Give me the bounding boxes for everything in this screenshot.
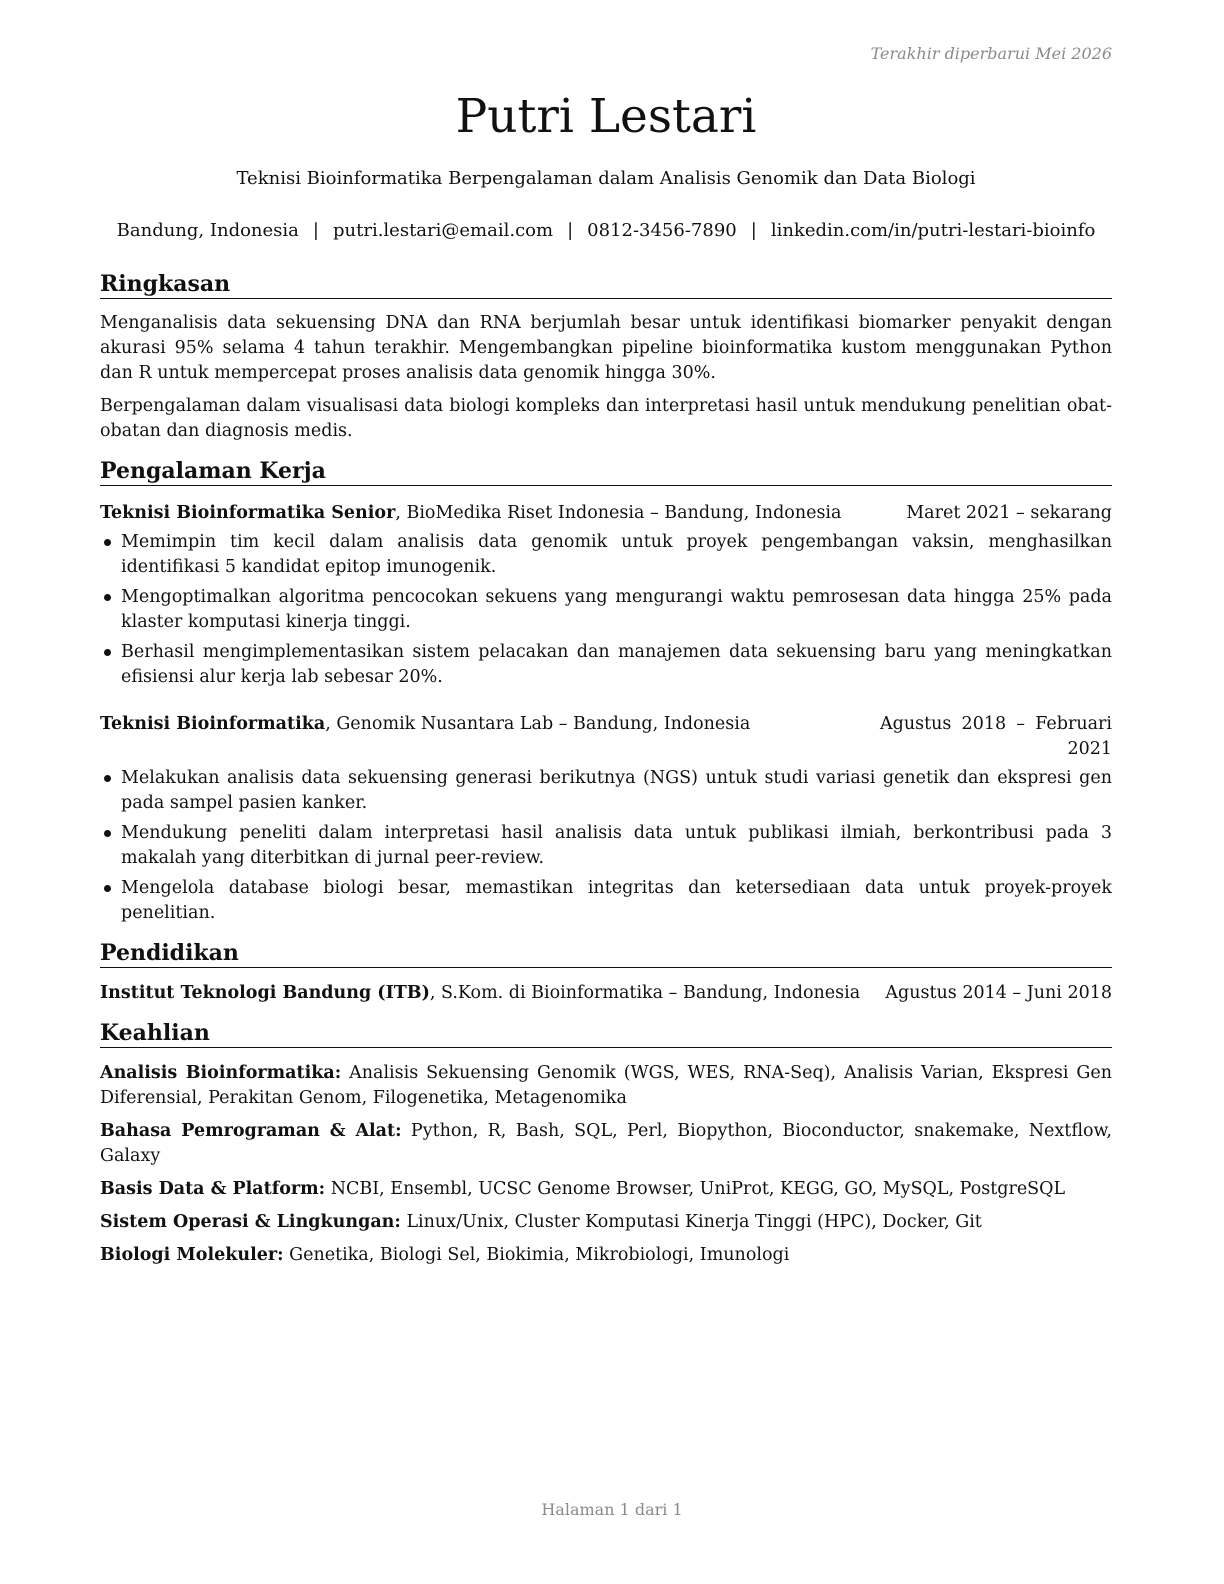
job-dates: Agustus 2018 – Februari 2021: [880, 714, 1112, 759]
skill-value: Linux/Unix, Cluster Komputasi Kinerja Tinggi (HPC), Docker, Git: [400, 1212, 982, 1232]
skill-value: Analisis Sekuensing Genomik (WGS, WES, RNA-Seq), Analisis Varian, Ekspresi Gen Diferensial, Perakitan Genom, Filogenetika, Metagenomika: [100, 1063, 1113, 1108]
contact-separator: |: [312, 220, 319, 241]
experience-section: [100, 457, 1112, 926]
education-dates: Agustus 2014 – Juni 2018: [885, 983, 1112, 1003]
last-updated-note: Terakhir diperbarui Mei 2026: [870, 44, 1112, 63]
contact-email[interactable]: putri.lestari@email.com: [332, 220, 554, 241]
contact-location: Bandung, Indonesia: [116, 220, 299, 241]
skills-heading: Keahlian: [100, 1019, 1112, 1048]
bullet-icon: [104, 885, 111, 892]
education-entry: [100, 981, 1112, 1006]
candidate-tagline: Teknisi Bioinformatika Berpengalaman dalam Analisis Genomik dan Data Biologi: [236, 168, 976, 189]
skills-section: [100, 1019, 1112, 1268]
list-item: [100, 876, 1112, 926]
bullet-text: Melakukan analisis data sekuensing generasi berikutnya (NGS) untuk studi variasi genetik dan ekspresi gen pada sampel pasien kanker.: [121, 768, 1112, 813]
skill-row: [100, 1119, 1112, 1169]
education-degree: , S.Kom. di Bioinformatika – Bandung, Indonesia: [429, 983, 861, 1003]
summary-heading: Ringkasan: [100, 270, 1112, 299]
job-organization: , Genomik Nusantara Lab – Bandung, Indonesia: [325, 714, 751, 734]
summary-paragraph: Berpengalaman dalam visualisasi data biologi kompleks dan interpretasi hasil untuk mendukung penelitian obat-obatan dan diagnosis medis.: [100, 396, 1112, 441]
summary-paragraph: Menganalisis data sekuensing DNA dan RNA berjumlah besar untuk identifikasi biomarker penyakit dengan akurasi 95% selama 4 tahun terakhir. Mengembangkan pipeline bioinformatika kustom menggunakan Python dan R untuk mempercepat proses analisis data genomik hingga 30%.: [100, 313, 1112, 383]
list-item: [100, 585, 1112, 635]
bullet-icon: [104, 775, 111, 782]
skill-label: Sistem Operasi & Lingkungan:: [100, 1212, 401, 1232]
skill-row: [100, 1061, 1112, 1111]
education-title-line: [100, 981, 860, 1006]
skill-value: NCBI, Ensembl, UCSC Genome Browser, UniProt, KEGG, GO, MySQL, PostgreSQL: [325, 1179, 1066, 1199]
list-item: [100, 766, 1112, 816]
education-school: Institut Teknologi Bandung (ITB): [100, 983, 430, 1003]
skill-label: Bahasa Pemrograman & Alat:: [100, 1121, 402, 1141]
bullet-text: Mengelola database biologi besar, memastikan integritas dan ketersediaan data untuk proyek-proyek penelitian.: [121, 878, 1112, 923]
page-number: Halaman 1 dari 1: [541, 1500, 683, 1519]
job-entry: [100, 712, 1112, 926]
skill-row: [100, 1177, 1112, 1202]
resume-content: [100, 270, 1112, 1281]
skill-row: [100, 1210, 1112, 1235]
contact-separator: |: [750, 220, 757, 241]
job-bullets: [100, 766, 1112, 926]
bullet-icon: [104, 830, 111, 837]
contact-linkedin[interactable]: linkedin.com/in/putri-lestari-bioinfo: [770, 220, 1096, 241]
job-bullets: [100, 530, 1112, 690]
job-header: [100, 712, 1112, 762]
education-section: [100, 939, 1112, 1006]
skill-row: [100, 1243, 1112, 1268]
skill-value: Genetika, Biologi Sel, Biokimia, Mikrobiologi, Imunologi: [283, 1245, 790, 1265]
contact-line: [100, 219, 1112, 243]
job-dates: Maret 2021 – sekarang: [906, 503, 1112, 523]
bullet-text: Mendukung peneliti dalam interpretasi hasil analisis data untuk publikasi ilmiah, berkontribusi pada 3 makalah yang diterbitkan di jurnal peer-review.: [121, 823, 1112, 868]
job-entry: [100, 501, 1112, 690]
list-item: [100, 530, 1112, 580]
job-role: Teknisi Bioinformatika Senior: [100, 503, 396, 523]
skill-value: Python, R, Bash, SQL, Perl, Biopython, Bioconductor, snakemake, Nextflow, Galaxy: [100, 1121, 1112, 1166]
bullet-icon: [104, 539, 111, 546]
list-item: [100, 821, 1112, 871]
job-title-line: [100, 712, 860, 762]
job-organization: , BioMedika Riset Indonesia – Bandung, Indonesia: [395, 503, 842, 523]
contact-separator: |: [567, 220, 574, 241]
bullet-icon: [104, 649, 111, 656]
skill-label: Analisis Bioinformatika:: [100, 1063, 342, 1083]
job-header: [100, 501, 1112, 526]
skill-label: Basis Data & Platform:: [100, 1179, 326, 1199]
job-title-line: [100, 501, 886, 526]
bullet-text: Mengoptimalkan algoritma pencocokan sekuens yang mengurangi waktu pemrosesan data hingga 25% pada klaster komputasi kinerja tinggi.: [121, 587, 1112, 632]
bullet-icon: [104, 594, 111, 601]
list-item: [100, 640, 1112, 690]
job-role: Teknisi Bioinformatika: [100, 714, 326, 734]
bullet-text: Berhasil mengimplementasikan sistem pelacakan dan manajemen data sekuensing baru yang meningkatkan efisiensi alur kerja lab sebesar 20%.: [121, 642, 1112, 687]
candidate-name: Putri Lestari: [455, 89, 757, 144]
contact-phone: 0812-3456-7890: [587, 220, 737, 241]
education-heading: Pendidikan: [100, 939, 1112, 968]
skill-label: Biologi Molekuler:: [100, 1245, 284, 1265]
summary-section: [100, 270, 1112, 444]
bullet-text: Memimpin tim kecil dalam analisis data genomik untuk proyek pengembangan vaksin, menghasilkan identifikasi 5 kandidat epitop imunogenik.: [121, 532, 1112, 577]
experience-heading: Pengalaman Kerja: [100, 457, 1112, 486]
